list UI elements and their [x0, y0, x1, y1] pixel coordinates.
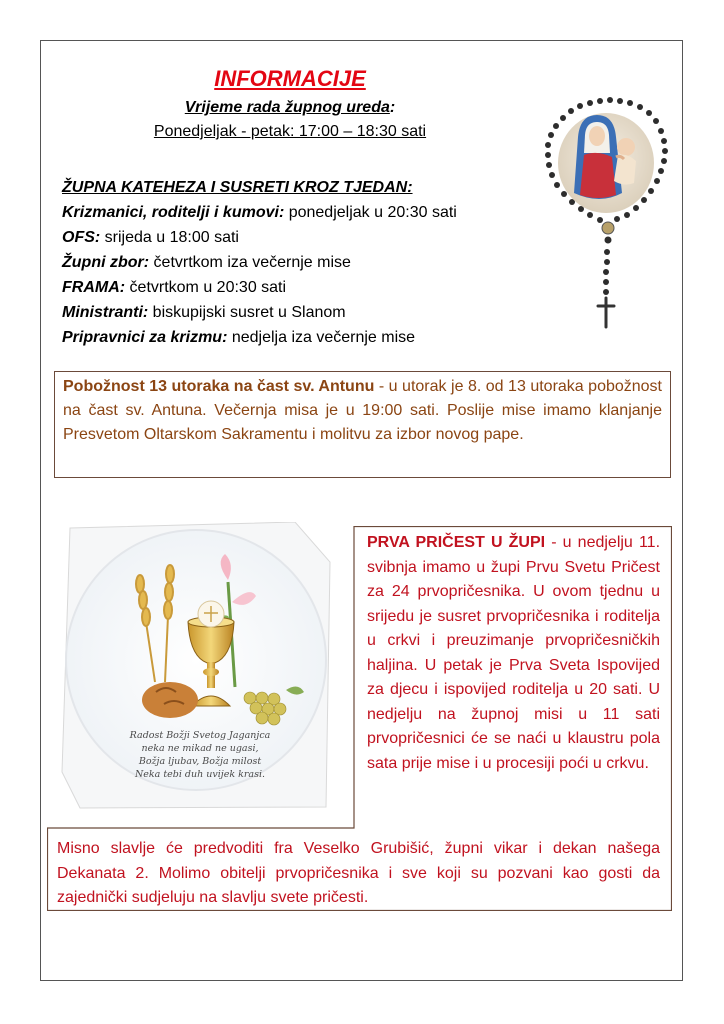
- office-hours-text: Ponedjeljak - petak: 17:00 – 18:30 sati: [153, 123, 427, 140]
- rosary-centerpiece: [602, 222, 614, 234]
- antun-devotion-notice: [54, 371, 671, 478]
- madonna-child-icon: [558, 113, 654, 213]
- first-communion-text-bottom: Misno slavlje će predvoditi fra Veselko Grubišić, župni vikar i dekan našega Dekanata 2. Molimo obitelji prvopričesnika i sve koji su pozvani kao gosti da zajednički sudjeluju na slavlju svete pričesti.: [57, 840, 660, 906]
- schedule-row: [62, 300, 562, 325]
- schedule-label: Ministranti:: [62, 304, 149, 321]
- schedule-label: Župni zbor:: [62, 254, 150, 271]
- schedule-text: ponedjeljak u 20:30 sati: [284, 204, 457, 221]
- first-communion-body: - u nedjelju 11. svibnja imamo u župi Prvu Svetu Pričest za 24 prvopričesnika. U ovom tjednu u srijedu je susret prvopričesnika i roditelja u crkvi i preuzimanje prvopričesničkih haljina. U petak je Prva Sveta Ispovijed za djecu i ispovijed roditelja u 20 sati. U nedjelju na župnoj misi u 11 sati prvopričesnici će se naći u klaustru pola sata prije mise i u procesiji poći u crkvu.: [367, 534, 661, 772]
- office-hours-heading-colon: :: [389, 99, 396, 116]
- page-title: INFORMACIJE: [214, 66, 366, 91]
- antun-lead: Pobožnost 13 utoraka na čast sv. Antunu: [63, 378, 375, 395]
- schedule-row: [62, 250, 562, 275]
- schedule-label: Krizmanici, roditelji i kumovi:: [62, 204, 285, 221]
- first-communion-text-top: [367, 531, 660, 776]
- schedule-row: [62, 225, 562, 250]
- schedule-text: četvrtkom u 20:30 sati: [125, 279, 287, 296]
- schedule-label: OFS:: [62, 229, 101, 246]
- verse-line: Božja ljubav, Božja milost: [138, 756, 262, 767]
- office-hours-heading: [100, 99, 480, 117]
- verse-line: neka ne mikad ne ugasi,: [141, 743, 259, 754]
- verse-line: Radost Božji Svetog Jaganjca: [129, 730, 271, 741]
- verse-line: Neka tebi duh uvijek krasi.: [134, 769, 266, 780]
- antun-text: - u utorak je 8. od 13 utoraka pobožnost na čast sv. Antuna. Večernja misa je u 19:00 sati. Poslije mise imamo klanjanje Presvetom Oltarskom Sakramentu i molitvu za izbor novog pape.: [63, 378, 663, 443]
- schedule-row: [62, 325, 562, 350]
- schedule-label: FRAMA:: [62, 279, 126, 296]
- schedule-text: srijeda u 18:00 sati: [100, 229, 239, 246]
- schedule-heading: ŽUPNA KATEHEZA I SUSRETI KROZ TJEDAN:: [62, 179, 413, 196]
- first-communion-lead: PRVA PRIČEST U ŽUPI: [367, 534, 546, 551]
- schedule-row: [62, 200, 562, 225]
- office-hours-heading-text: Vrijeme rada župnog ureda: [184, 99, 390, 116]
- rosary-madonna-image: [540, 95, 675, 330]
- schedule-text: biskupijski susret u Slanom: [148, 304, 346, 321]
- cross-icon: [598, 298, 614, 327]
- schedule-label: Pripravnici za krizmu:: [62, 329, 228, 346]
- bread-icon: [142, 682, 198, 718]
- communion-chalice-image: [60, 522, 332, 810]
- schedule-text: nedjelja iza večernje mise: [227, 329, 416, 346]
- weekly-schedule: [62, 175, 562, 350]
- schedule-text: četvrtkom iza večernje mise: [149, 254, 351, 271]
- schedule-row: [62, 275, 562, 300]
